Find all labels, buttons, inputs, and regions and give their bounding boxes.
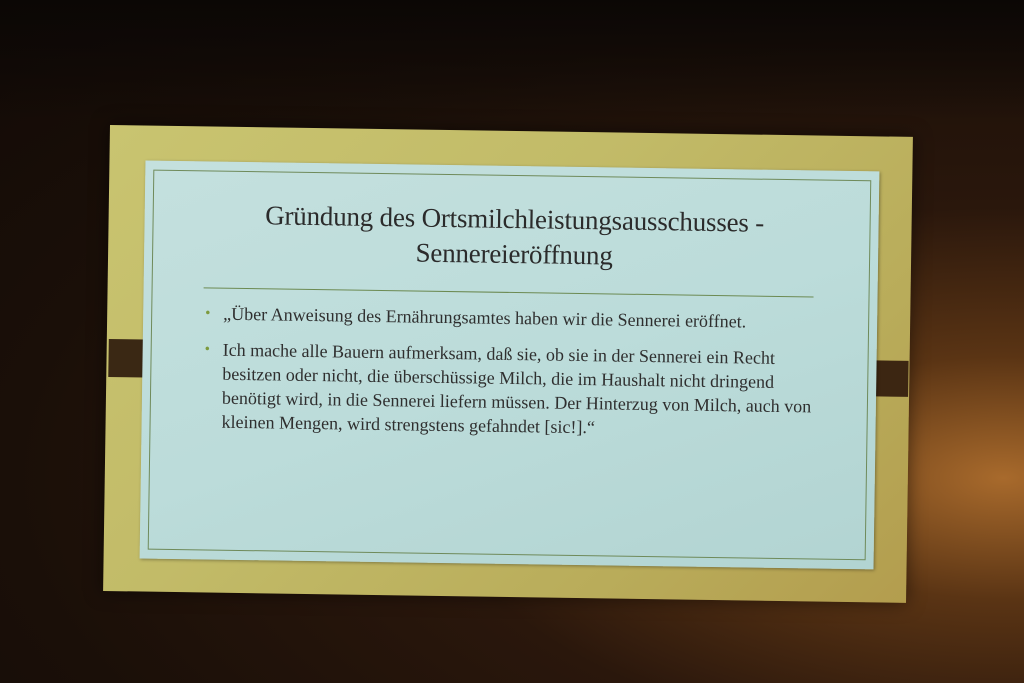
slide-title (174, 197, 855, 277)
bullet-icon: • (205, 305, 211, 322)
bullet-icon: • (204, 341, 211, 358)
room-background (0, 0, 1024, 120)
slide-card (140, 161, 880, 570)
bullet-text: Ich mache alle Bauern aufmerksam, daß sie, ob sie in der Sennerei ein Recht besitzen oder nicht, die überschüssige Milch, die im Haushalt nicht dringend benötigt wird, in die Sennerei liefern müssen. Der Hinterzug von Milch, auch von kleinen Mengen, wird strengstens gefahndet [sic!].“ (221, 339, 812, 438)
bullet-list (203, 301, 825, 454)
projected-slide (103, 125, 913, 609)
title-line-2: Sennereieröffnung (415, 237, 613, 271)
bullet-item (203, 337, 824, 442)
title-line-1: Gründung des Ortsmilchleistungsausschusses - (265, 200, 765, 238)
bullet-text: „Über Anweisung des Ernährungsamtes haben wir die Sennerei eröffnet. (223, 303, 747, 332)
